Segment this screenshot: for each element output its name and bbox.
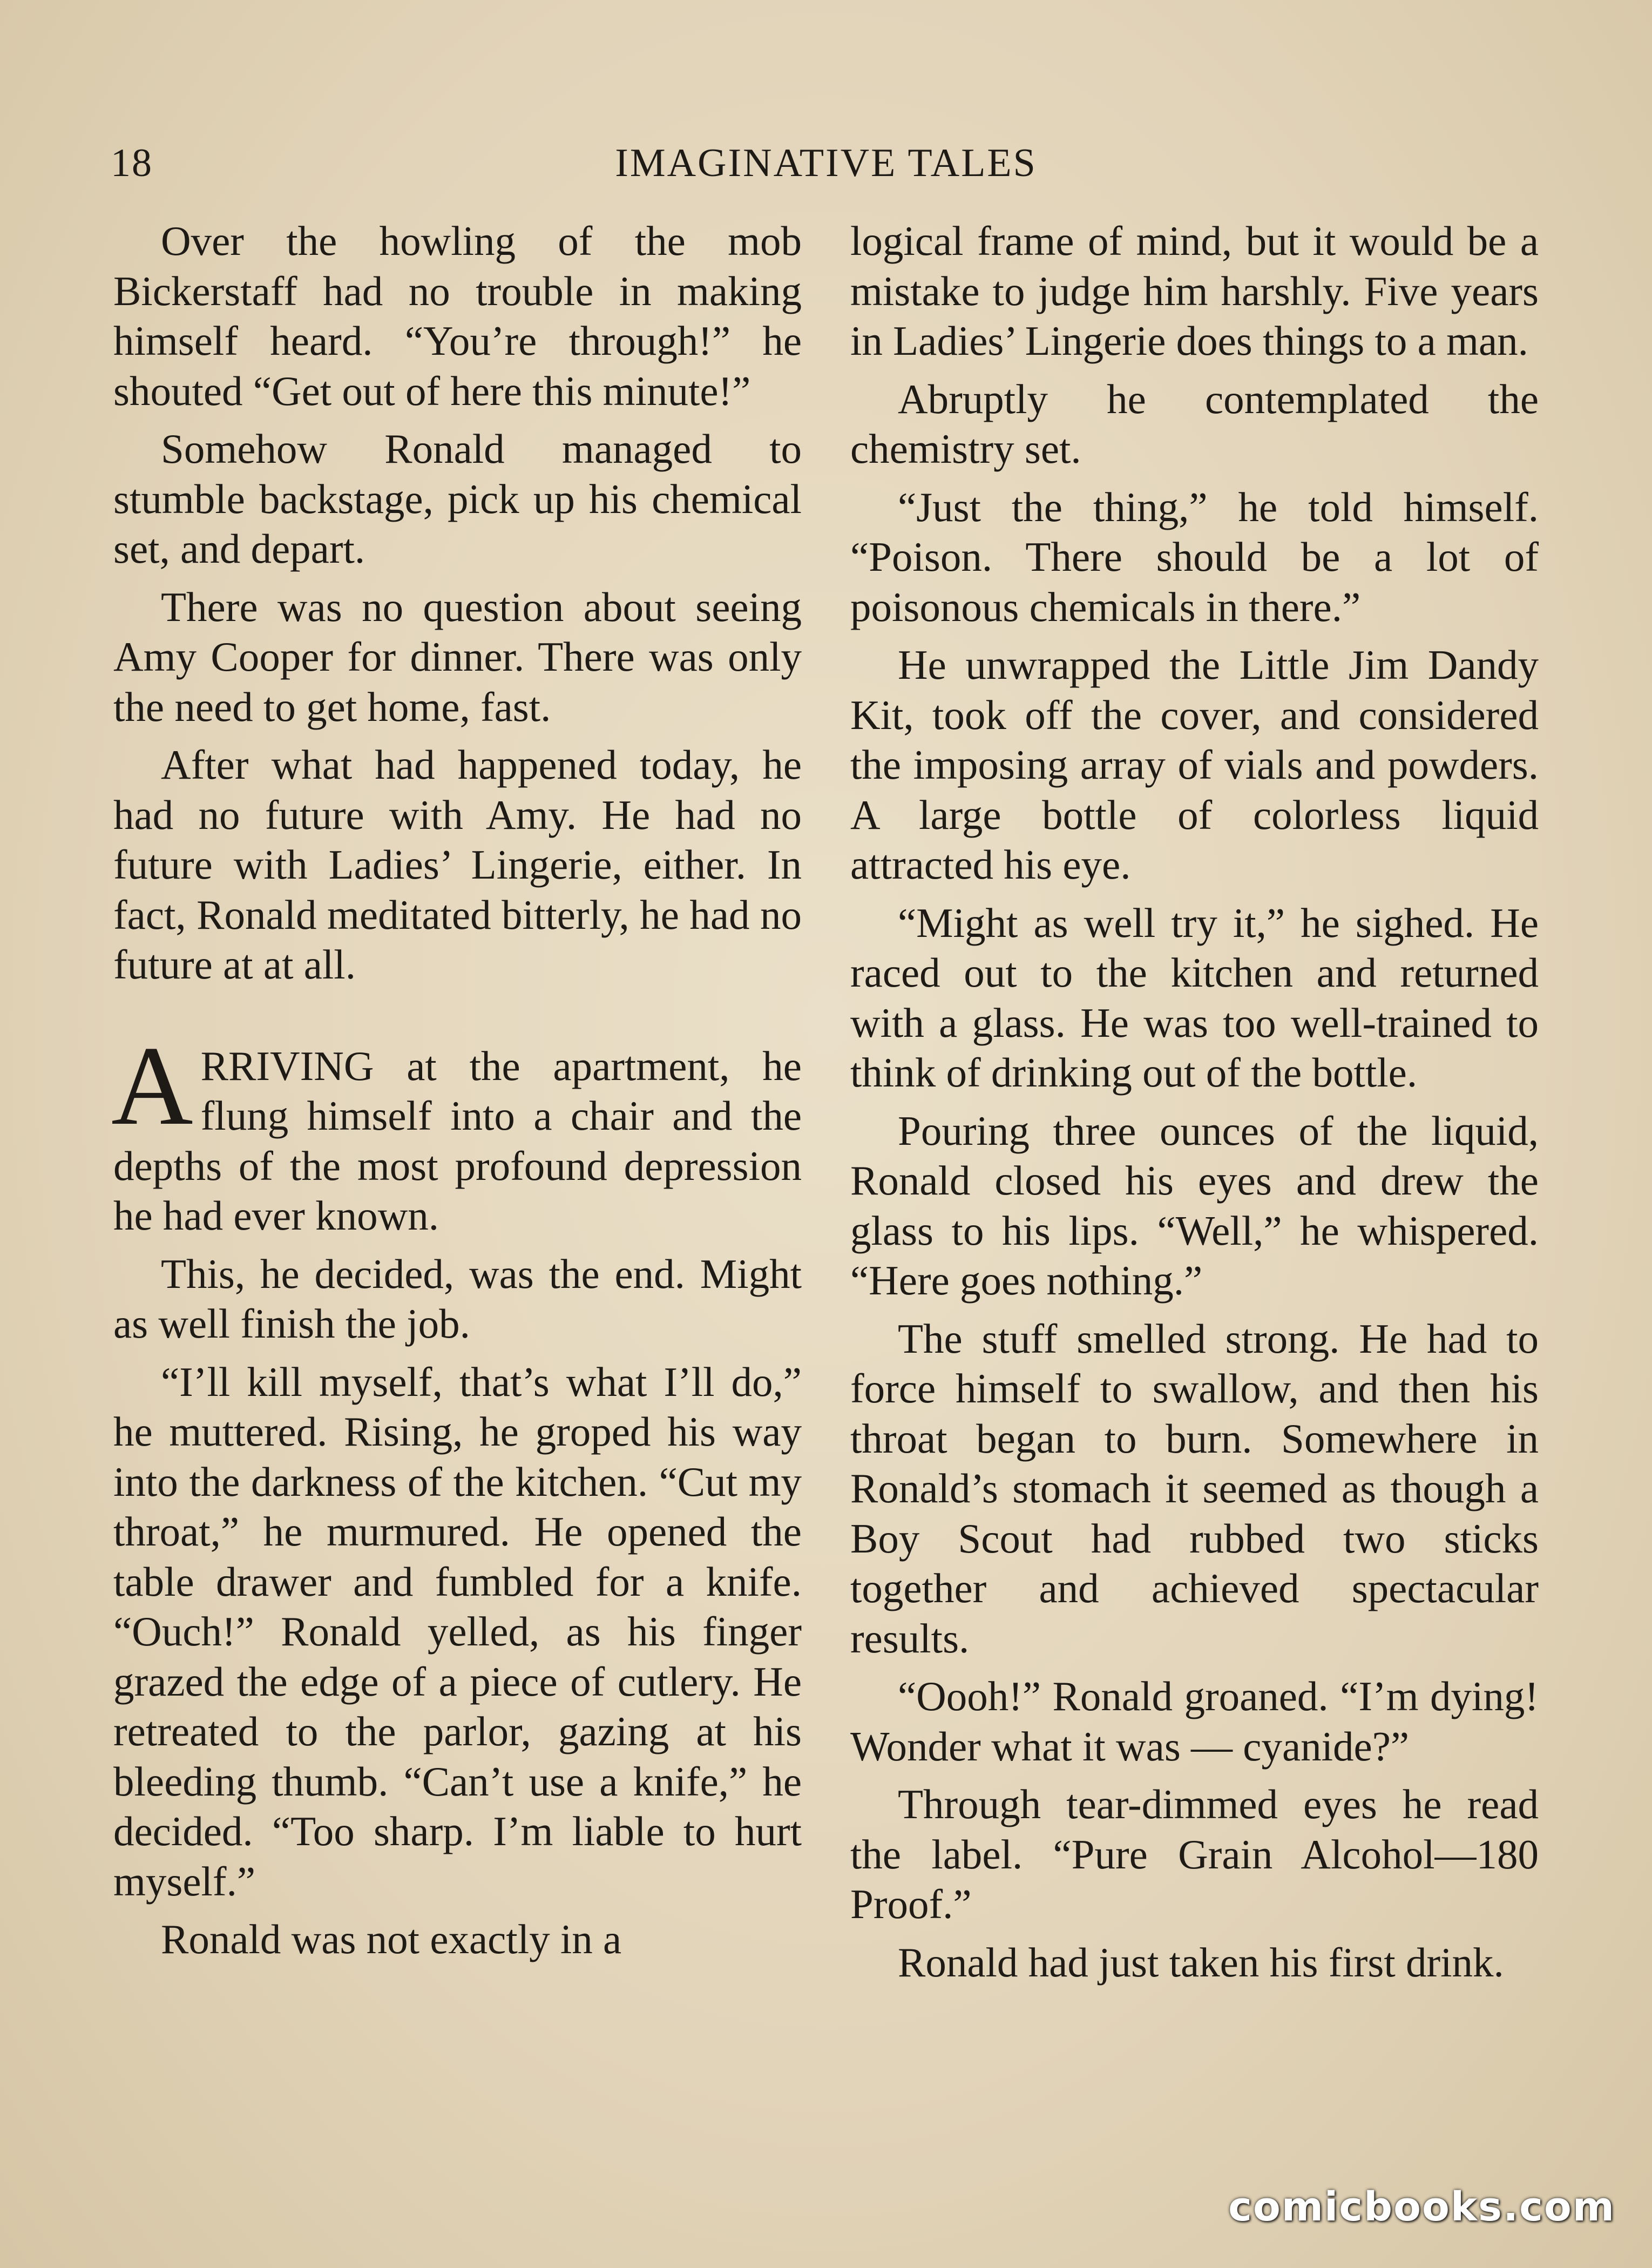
page-header (111, 130, 1541, 189)
paragraph: Over the howling of the mob Bickerstaff had no trouble in making himself heard. “You’re through!” he shouted “Get out of here this minute!” (113, 218, 802, 414)
paragraph: Through tear-dimmed eyes he read the label. “Pure Grain Alcohol—180 Proof.” (850, 1781, 1539, 1927)
drop-cap: A (111, 1023, 193, 1149)
paragraph: After what had happened today, he had no future with Amy. He had no future with Ladies’ Lingerie, either. In fact, Ronald meditated bitterly, he had no future at at all. (113, 741, 802, 988)
paragraph: Abruptly he contemplated the chemistry set. (850, 375, 1539, 472)
paragraph: There was no question about seeing Amy Cooper for dinner. There was only the need to get home, fast. (113, 583, 802, 730)
paragraph: Pouring three ounces of the liquid, Ronald closed his eyes and drew the glass to his lips. “Well,” he whispered. “Here goes nothing.” (850, 1107, 1539, 1304)
left-column (113, 216, 802, 1973)
paragraph: logical frame of mind, but it would be a mistake to judge him harshly. Five years in Ladies’ Lingerie does things to a man. (850, 218, 1539, 364)
paragraph: “Oooh!” Ronald groaned. “I’m dying! Wonder what it was — cyanide?” (850, 1673, 1539, 1770)
paragraph: “I’ll kill myself, that’s what I’ll do,” he muttered. Rising, he groped his way into the darkness of the kitchen. “Cut my throat,” he murmured. He opened the table drawer and fumbled for a knife. “Ouch!” Ronald yelled, as his finger grazed the edge of a piece of cutlery. He retreated to the parlor, gazing at his bleeding thumb. “Can’t use a knife,” he decided. “Too sharp. I’m liable to hurt myself.” (113, 1358, 802, 1905)
paragraph: “Just the thing,” he told himself. “Poison. There should be a lot of poisonous chemicals in there.” (850, 483, 1539, 630)
running-title: IMAGINATIVE TALES (615, 141, 1037, 185)
paragraph: The stuff smelled strong. He had to force himself to swallow, and then his throat began to burn. Somewhere in Ronald’s stomach it seemed as though a Boy Scout had rubbed two sticks together and achieved spectacular results. (850, 1315, 1539, 1662)
paragraph: Somehow Ronald managed to stumble backstage, pick up his chemical set, and depart. (113, 426, 802, 572)
paragraph: This, he decided, was the end. Might as well finish the job. (113, 1250, 802, 1347)
paragraph-text: RRIVING at the apartment, he flung himself into a chair and the depths of the most profound depression he had ever known. (113, 1042, 802, 1239)
section-start-paragraph (111, 1023, 802, 1241)
paragraph: He unwrapped the Little Jim Dandy Kit, took off the cover, and considered the imposing array of vials and powders. A large bottle of colorless liquid attracted his eye. (850, 642, 1539, 888)
page-number: 18 (111, 141, 153, 185)
paragraph: “Might as well try it,” he sighed. He raced out to the kitchen and returned with a glass. He was too well-trained to think of drinking out of the bottle. (850, 899, 1539, 1096)
watermark: comicbooks.com (1228, 2184, 1615, 2230)
paragraph: Ronald had just taken his first drink. (898, 1939, 1504, 1986)
right-column (850, 216, 1539, 1995)
paragraph: Ronald was not exactly in a (161, 1916, 622, 1962)
